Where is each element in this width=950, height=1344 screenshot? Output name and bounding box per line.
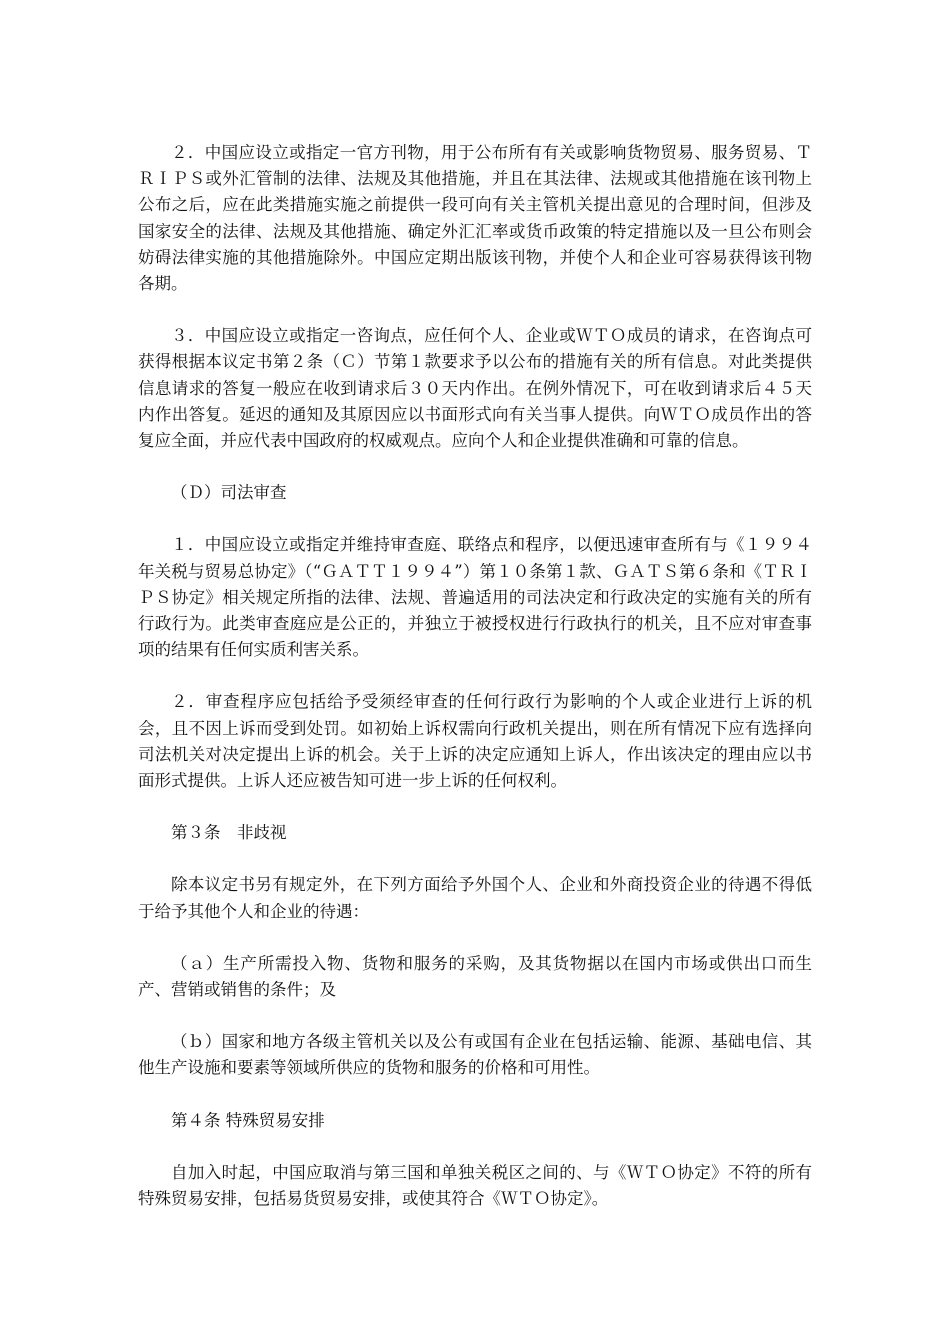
document-body (138, 140, 812, 1238)
list-item-a: （ａ）生产所需投入物、货物和服务的采购，及其货物据以在国内市场或供出口而生产、营销或销售的条件；及 (138, 953, 812, 1000)
article-heading-non-discrimination: 第３条 非歧视 (171, 823, 287, 843)
paragraph-official-journal: ２．中国应设立或指定一官方刊物，用于公布所有有关或影响货物贸易、服务贸易、ＴＲＩＰＳ或外汇管制的法律、法规及其他措施，并且在其法律、法规或其他措施在该刊物上公布之后，应在此类措施实施之前提供一段可向有关主管机关提出意见的合理时间，但涉及国家安全的法律、法规及其他措施、确定外汇汇率或货币政策的特定措施以及一旦公布则会妨碍法律实施的其他措施除外。中国应定期出版该刊物，并使个人和企业可容易获得该刊物各期。 (138, 143, 812, 294)
paragraph-treatment: 除本议定书另有规定外，在下列方面给予外国个人、企业和外商投资企业的待遇不得低于给予其他个人和企业的待遇： (138, 875, 812, 921)
paragraph-review-tribunals: １．中国应设立或指定并维持审查庭、联络点和程序，以便迅速审查所有与《１９９４年关税与贸易总协定》（“ＧＡＴＴ１９９４”）第１０条第１款、ＧＡＴＳ第６条和《ＴＲＩＰＳ协定》相关规定所指的法律、法规、普遍适用的司法决定和行政决定的实施有关的所有行政行为。此类审查庭应是公正的，并独立于被授权进行行政执行的机关，且不应对审查事项的结果有任何实质利害关系。 (138, 535, 812, 660)
list-item-b: （ｂ）国家和地方各级主管机关以及公有或国有企业在包括运输、能源、基础电信、其他生产设施和要素等领域所供应的货物和服务的价格和可用性。 (138, 1032, 812, 1078)
article-heading-special-trade: 第４条 特殊贸易安排 (171, 1110, 325, 1130)
paragraph-special-trade: 自加入时起，中国应取消与第三国和单独关税区之间的、与《ＷＴＯ协定》不符的所有特殊贸易安排，包括易货贸易安排，或使其符合《ＷＴＯ协定》。 (138, 1162, 812, 1209)
section-heading-judicial-review: （Ｄ）司法审查 (171, 483, 287, 503)
paragraph-review-procedures: ２．审查程序应包括给予受须经审查的任何行政行为影响的个人或企业进行上诉的机会，且不因上诉而受到处罚。如初始上诉权需向行政机关提出，则在所有情况下应有选择向司法机关对决定提出上诉的机会。关于上诉的决定应通知上诉人，作出该决定的理由应以书面形式提供。上诉人还应被告知可进一步上诉的任何权利。 (138, 692, 812, 791)
paragraph-enquiry-point: ３．中国应设立或指定一咨询点，应任何个人、企业或ＷＴＯ成员的请求，在咨询点可获得根据本议定书第２条（Ｃ）节第１款要求予以公布的措施有关的所有信息。对此类提供信息请求的答复一般应在收到请求后３０天内作出。在例外情况下，可在收到请求后４５天内作出答复。延迟的通知及其原因应以书面形式向有关当事人提供。向ＷＴＯ成员作出的答复应全面，并应代表中国政府的权威观点。应向个人和企业提供准确和可靠的信息。 (138, 326, 812, 451)
